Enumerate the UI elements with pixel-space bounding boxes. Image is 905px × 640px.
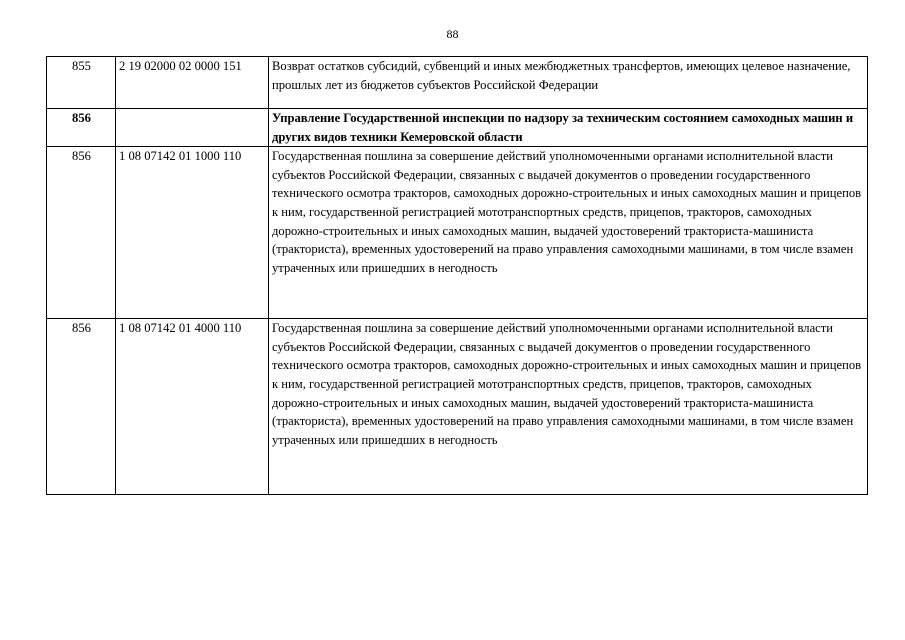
budget-classification-code-cell: 1 08 07142 01 1000 110 [116, 147, 269, 319]
administrator-code-cell: 856 [47, 109, 116, 147]
administrator-code-cell: 856 [47, 319, 116, 495]
administrator-name-cell: Управление Государственной инспекции по надзору за техническим состоянием самоходных машин и других видов техники Кемеровской области [269, 109, 868, 147]
budget-classification-code-cell: 1 08 07142 01 4000 110 [116, 319, 269, 495]
table-row [47, 147, 868, 319]
table-row-administrator-header [47, 109, 868, 147]
administrator-code-cell: 855 [47, 57, 116, 109]
budget-classification-code-cell [116, 109, 269, 147]
page-number: 88 [446, 27, 459, 41]
table-row [47, 319, 868, 495]
revenue-name-cell: Государственная пошлина за совершение действий уполномоченными органами исполнительной власти субъектов Российской Федерации, связанных с выдачей документов о проведении государственного технического осмотра тракторов, самоходных дорожно-строительных и иных самоходных машин и прицепов к ним, государственной регистрацией мототранспортных средств, прицепов, тракторов, самоходных дорожно-строительных и иных самоходных машин, выдачей удостоверений тракториста-машиниста (тракториста), временных удостоверений на право управления самоходными машинами, в том числе взамен утраченных или пришедших в негодность [269, 319, 868, 495]
revenue-name-cell: Государственная пошлина за совершение действий уполномоченными органами исполнительной власти субъектов Российской Федерации, связанных с выдачей документов о проведении государственного технического осмотра тракторов, самоходных дорожно-строительных и иных самоходных машин и прицепов к ним, государственной регистрацией мототранспортных средств, прицепов, тракторов, самоходных дорожно-строительных и иных самоходных машин, выдачей удостоверений тракториста-машиниста (тракториста), временных удостоверений на право управления самоходными машинами, в том числе взамен утраченных или пришедших в негодность [269, 147, 868, 319]
budget-classification-code-cell: 2 19 02000 02 0000 151 [116, 57, 269, 109]
administrator-code-cell: 856 [47, 147, 116, 319]
revenue-classification-table [46, 56, 868, 495]
table-row [47, 57, 868, 109]
revenue-name-cell: Возврат остатков субсидий, субвенций и иных межбюджетных трансфертов, имеющих целевое назначение, прошлых лет из бюджетов субъектов Российской Федерации [269, 57, 868, 109]
